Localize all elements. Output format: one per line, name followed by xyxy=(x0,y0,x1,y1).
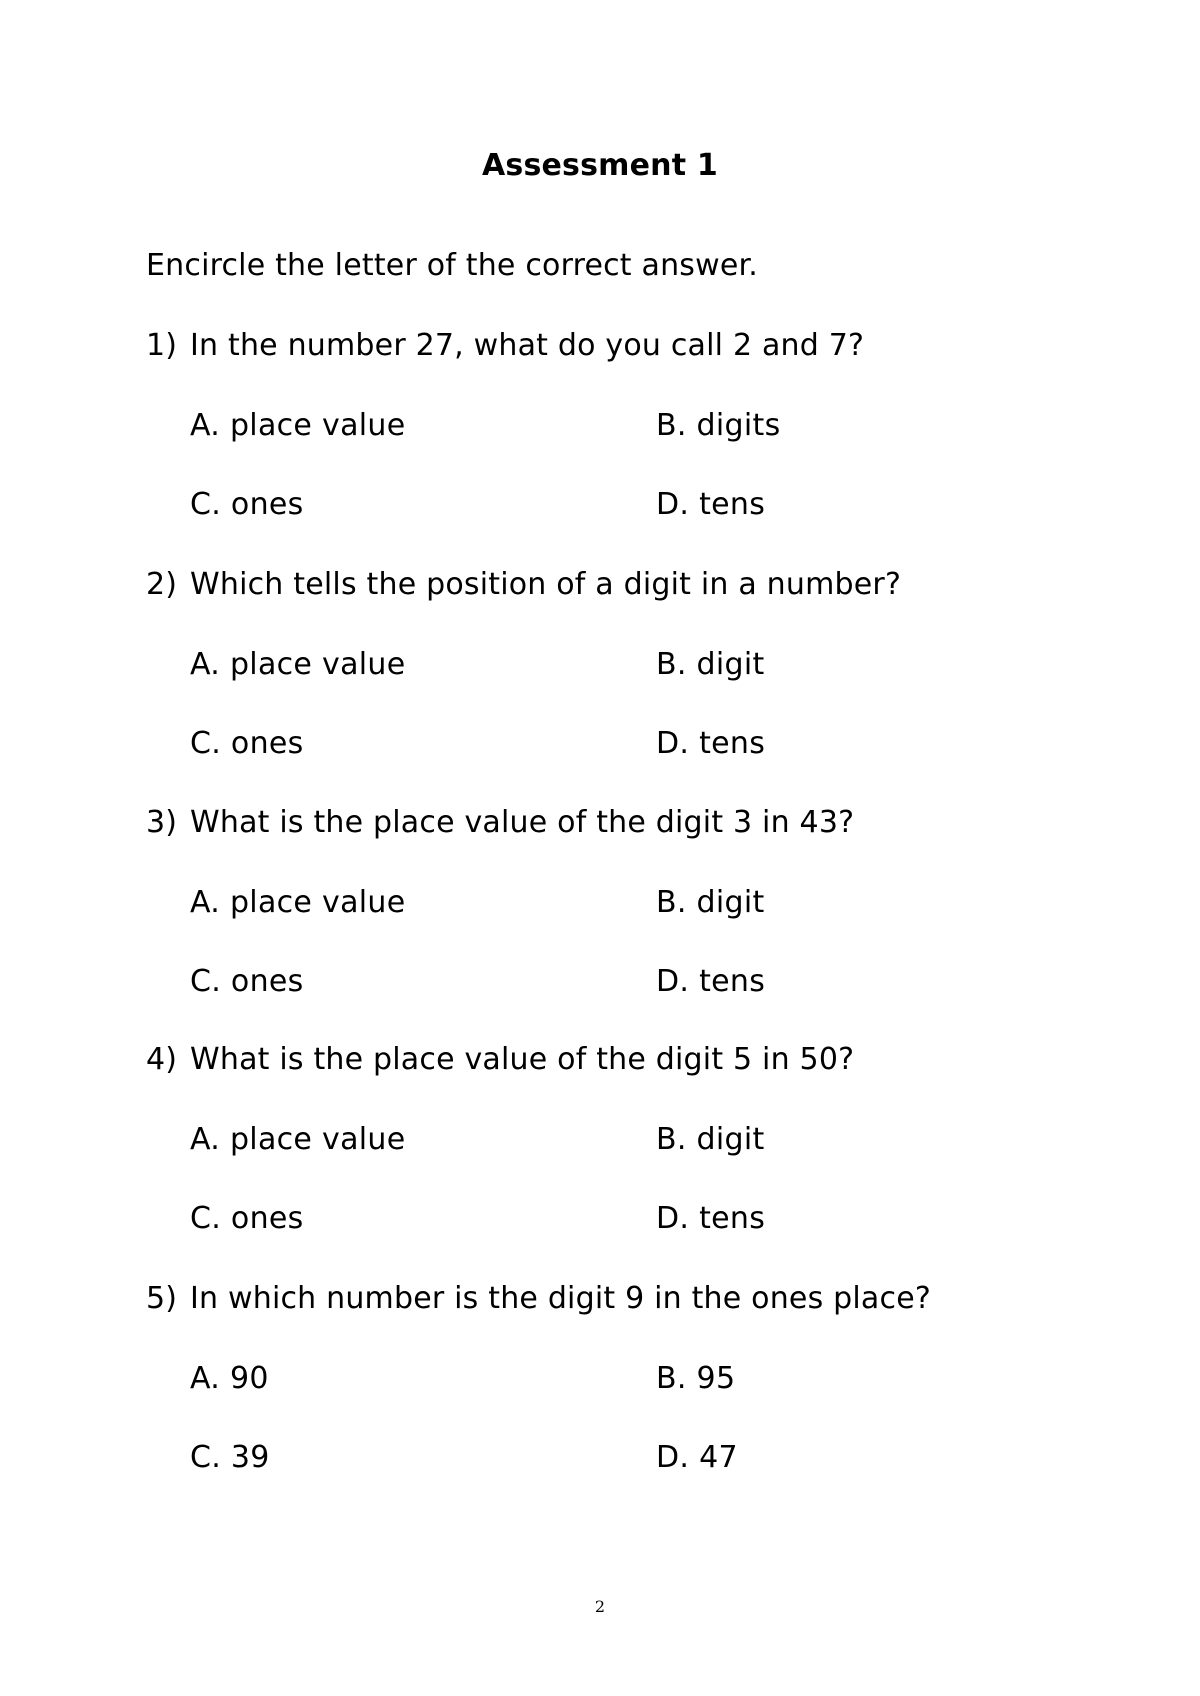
question-number: 2) xyxy=(146,567,178,602)
question-number: 1) xyxy=(146,328,178,363)
option-d[interactable]: D. tens xyxy=(656,487,766,522)
option-c[interactable]: C. ones xyxy=(190,487,304,522)
option-c[interactable]: C. 39 xyxy=(190,1440,270,1475)
option-a[interactable]: A. place value xyxy=(190,408,406,443)
question-text: Which tells the position of a digit in a number? xyxy=(190,567,902,602)
option-b[interactable]: B. 95 xyxy=(656,1361,736,1396)
page-number: 2 xyxy=(594,1597,606,1616)
option-c[interactable]: C. ones xyxy=(190,726,304,761)
option-d[interactable]: D. 47 xyxy=(656,1440,738,1475)
option-a[interactable]: A. place value xyxy=(190,1122,406,1157)
instruction-text: Encircle the letter of the correct answer. xyxy=(146,248,759,283)
option-c[interactable]: C. ones xyxy=(190,964,304,999)
option-c[interactable]: C. ones xyxy=(190,1201,304,1236)
question-number: 4) xyxy=(146,1042,178,1077)
page-title: Assessment 1 xyxy=(481,148,718,183)
option-a[interactable]: A. place value xyxy=(190,885,406,920)
question-text: What is the place value of the digit 5 in 50? xyxy=(190,1042,855,1077)
option-b[interactable]: B. digit xyxy=(656,647,765,682)
option-b[interactable]: B. digit xyxy=(656,1122,765,1157)
option-a[interactable]: A. 90 xyxy=(190,1361,269,1396)
option-d[interactable]: D. tens xyxy=(656,1201,766,1236)
option-b[interactable]: B. digits xyxy=(656,408,781,443)
option-a[interactable]: A. place value xyxy=(190,647,406,682)
question-number: 5) xyxy=(146,1281,178,1316)
question-number: 3) xyxy=(146,805,178,840)
option-b[interactable]: B. digit xyxy=(656,885,765,920)
question-text: In the number 27, what do you call 2 and 7? xyxy=(190,328,865,363)
question-text: In which number is the digit 9 in the ones place? xyxy=(190,1281,931,1316)
question-text: What is the place value of the digit 3 in 43? xyxy=(190,805,855,840)
option-d[interactable]: D. tens xyxy=(656,726,766,761)
option-d[interactable]: D. tens xyxy=(656,964,766,999)
